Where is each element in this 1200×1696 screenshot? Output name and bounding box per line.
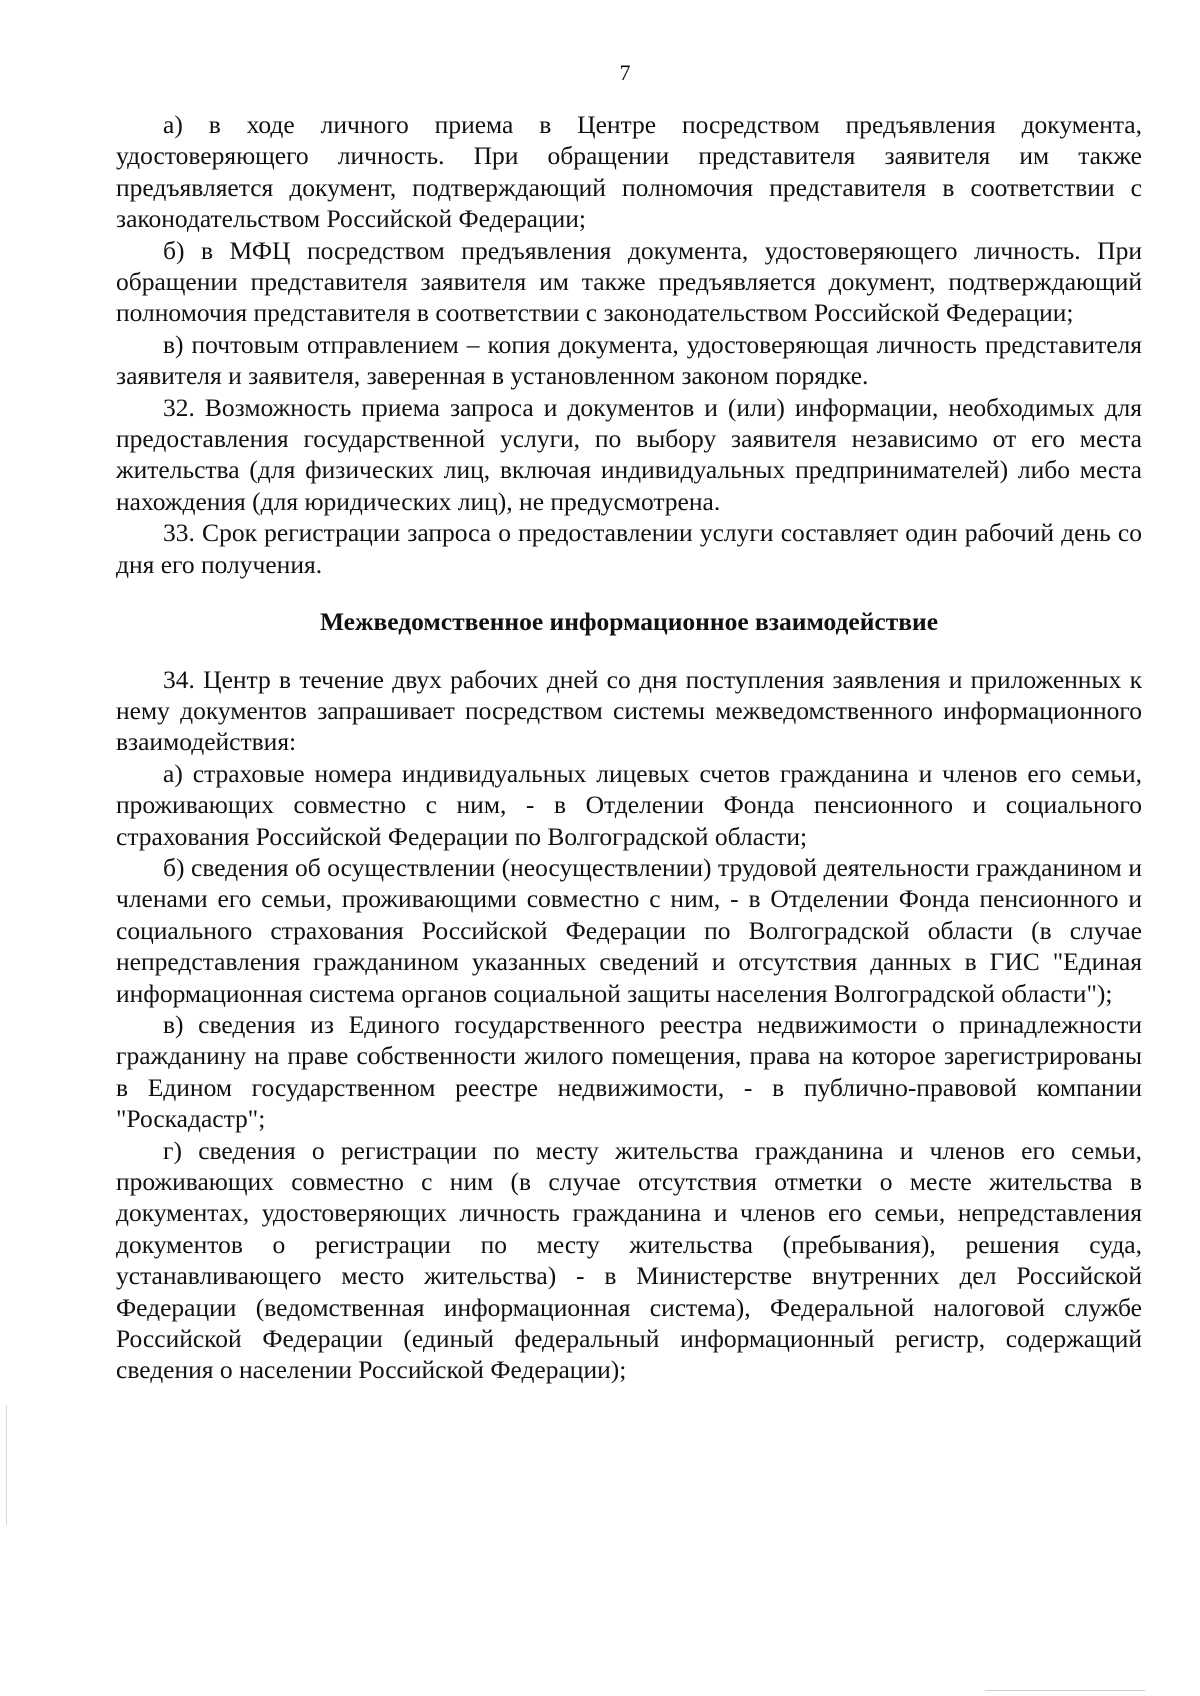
paragraph-b-mfc: б) в МФЦ посредством предъявления документа, удостоверяющего личность. При обращении представителя заявителя им также предъявляется документ, подтверждающий полномочия представителя в соответствии с законодательством Российской Федерации; bbox=[116, 235, 1142, 328]
paragraph-a-personal-reception: а) в ходе личного приема в Центре посредством предъявления документа, удостоверяющего личность. При обращении представителя заявителя им также предъявляется документ, подтверждающий полномочия представителя в соответствии с законодательством Российской Федерации; bbox=[116, 110, 1142, 234]
document-body bbox=[116, 109, 1142, 1386]
paragraph-v-postal: в) почтовым отправлением – копия документа, удостоверяющая личность представителя заявителя и заявителя, заверенная в установленном законом порядке. bbox=[116, 329, 1142, 391]
page-number: 7 bbox=[619, 60, 631, 85]
scan-edge-mark bbox=[6, 1405, 7, 1525]
paragraph-34-v: в) сведения из Единого государственного реестра недвижимости о принадлежности гражданину на праве собственности жилого помещения, права на которое зарегистрированы в Едином государственном реестре недвижимости, - в публично-правовой компании "Роскадастр"; bbox=[116, 1009, 1142, 1134]
paragraph-34-b: б) сведения об осуществлении (неосуществлении) трудовой деятельности гражданином и членами его семьи, проживающими совместно с ним, - в Отделении Фонда пенсионного и социального страхования Российской Федерации по Волгоградской области (в случае непредставления гражданином указанных сведений и отсутствия данных в ГИС "Единая информационная система органов социальной защиты населения Волгоградской области"); bbox=[116, 852, 1142, 1008]
paragraph-33: 33. Срок регистрации запроса о предоставлении услуги составляет один рабочий день со дня его получения. bbox=[116, 518, 1142, 579]
paragraph-34-g: г) сведения о регистрации по месту жительства гражданина и членов его семьи, проживающих совместно с ним (в случае отсутствия отметки о месте жительства в документах, удостоверяющих личность гражданина и членов его семьи, непредставления документов о регистрации по месту жительства (пребывания), решения суда, устанавливающего место жительства) - в Министерстве внутренних дел Российской Федерации (ведомственная информационная система), Федеральной налоговой службе Российской Федерации (единый федеральный информационный регистр, содержащий сведения о населении Российской Федерации); bbox=[116, 1135, 1142, 1385]
scan-bottom-mark bbox=[985, 1690, 1145, 1691]
paragraph-32: 32. Возможность приема запроса и документов и (или) информации, необходимых для предоставления государственной услуги, по выбору заявителя независимо от его места жительства (для физических лиц, включая индивидуальных предпринимателей) либо места нахождения (для юридических лиц), не предусмотрена. bbox=[116, 392, 1142, 516]
paragraph-34: 34. Центр в течение двух рабочих дней со дня поступления заявления и приложенных к нему документов запрашивает посредством системы межведомственного информационного взаимодействия: bbox=[116, 664, 1142, 757]
paragraph-34-a: а) страховые номера индивидуальных лицевых счетов гражданина и членов его семьи, проживающих совместно с ним, - в Отделении Фонда пенсионного и социального страхования Российской Федерации по Волгоградской области; bbox=[116, 758, 1142, 851]
section-heading: Межведомственное информационное взаимодействие bbox=[319, 607, 939, 637]
